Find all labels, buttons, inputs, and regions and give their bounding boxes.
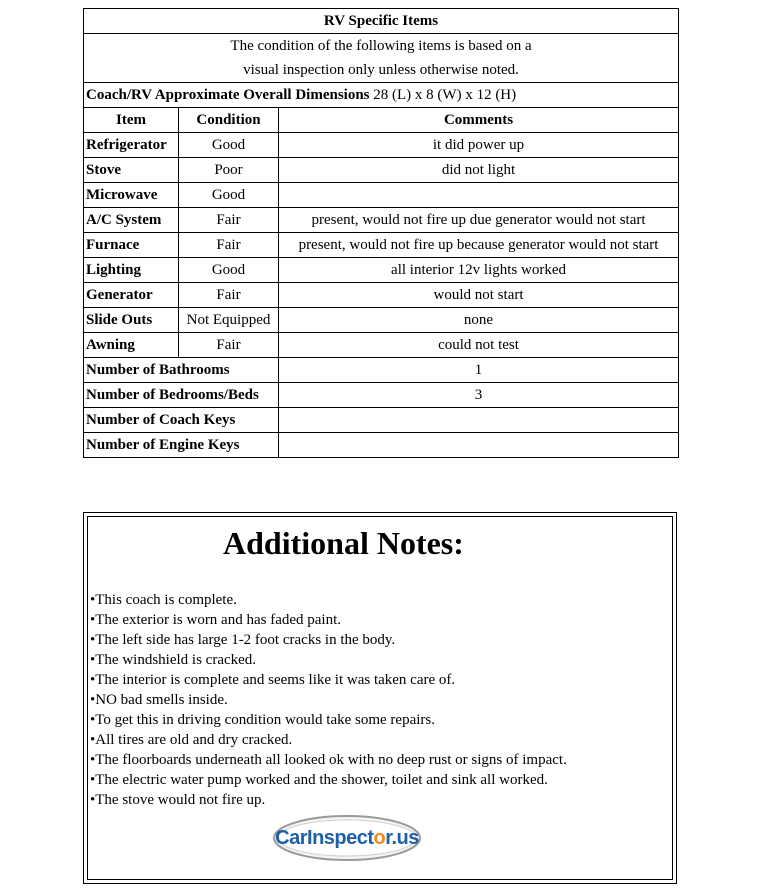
- item-name: Microwave: [84, 183, 179, 208]
- header-item: Item: [84, 108, 179, 133]
- table-row: [84, 183, 679, 208]
- item-comments: would not start: [279, 283, 679, 308]
- note-item: • The windshield is cracked.: [90, 650, 567, 670]
- table-row: [84, 158, 679, 183]
- count-row: [84, 433, 679, 458]
- note-item: • All tires are old and dry cracked.: [90, 730, 567, 750]
- dimensions-value: 28 (L) x 8 (W) x 12 (H): [373, 87, 517, 103]
- note-item: • The left side has large 1-2 foot cracks in the body.: [90, 630, 567, 650]
- additional-notes-inner-frame: [87, 516, 673, 880]
- header-row: [84, 108, 679, 133]
- logo-text-r: r: [385, 827, 392, 849]
- dimensions-row: [84, 83, 679, 108]
- header-condition: Condition: [179, 108, 279, 133]
- table-row: [84, 333, 679, 358]
- rv-specific-items-table: [83, 8, 679, 458]
- count-value: [279, 408, 679, 433]
- logo-text: [272, 813, 422, 863]
- item-name: Awning: [84, 333, 179, 358]
- inspection-intro: [84, 34, 679, 83]
- carinspector-logo: [272, 813, 422, 863]
- count-label: Number of Engine Keys: [84, 433, 279, 458]
- table-row: [84, 233, 679, 258]
- table-row: [84, 258, 679, 283]
- item-condition: Fair: [179, 208, 279, 233]
- item-condition: Good: [179, 183, 279, 208]
- count-value: [279, 433, 679, 458]
- additional-notes-box: [83, 512, 677, 884]
- count-row: [84, 408, 679, 433]
- item-name: Furnace: [84, 233, 179, 258]
- item-condition: Fair: [179, 233, 279, 258]
- item-condition: Not Equipped: [179, 308, 279, 333]
- item-name: A/C System: [84, 208, 179, 233]
- note-item: • The electric water pump worked and the shower, toilet and sink all worked.: [90, 770, 567, 790]
- note-item: • To get this in driving condition would take some repairs.: [90, 710, 567, 730]
- notes-list: [90, 590, 567, 810]
- item-comments: all interior 12v lights worked: [279, 258, 679, 283]
- item-name: Lighting: [84, 258, 179, 283]
- intro-line-1: The condition of the following items is based on a: [230, 38, 532, 54]
- item-comments: could not test: [279, 333, 679, 358]
- note-item: • This coach is complete.: [90, 590, 567, 610]
- count-row: [84, 358, 679, 383]
- item-comments: present, would not fire up due generator would not start: [279, 208, 679, 233]
- count-label: Number of Coach Keys: [84, 408, 279, 433]
- item-comments: it did power up: [279, 133, 679, 158]
- logo-text-domain: .us: [391, 827, 419, 849]
- note-item: • The exterior is worn and has faded paint.: [90, 610, 567, 630]
- count-label: Number of Bedrooms/Beds: [84, 383, 279, 408]
- logo-text-main: CarInspect: [275, 827, 374, 849]
- item-condition: Fair: [179, 333, 279, 358]
- notes-title-text: Additional Notes:: [223, 525, 464, 561]
- logo-text-o: o: [373, 827, 386, 849]
- table-title: RV Specific Items: [84, 9, 679, 34]
- table-row: [84, 133, 679, 158]
- item-condition: Good: [179, 258, 279, 283]
- count-row: [84, 383, 679, 408]
- item-name: Slide Outs: [84, 308, 179, 333]
- table-row: [84, 283, 679, 308]
- item-comments: present, would not fire up because generator would not start: [279, 233, 679, 258]
- table-row: [84, 208, 679, 233]
- note-item: • The stove would not fire up.: [90, 790, 567, 810]
- table-row: [84, 308, 679, 333]
- header-comments: Comments: [279, 108, 679, 133]
- note-item: • The floorboards underneath all looked ok with no deep rust or signs of impact.: [90, 750, 567, 770]
- item-condition: Fair: [179, 283, 279, 308]
- count-label: Number of Bathrooms: [84, 358, 279, 383]
- count-value: 3: [279, 383, 679, 408]
- item-name: Refrigerator: [84, 133, 179, 158]
- count-value: 1: [279, 358, 679, 383]
- item-comments: none: [279, 308, 679, 333]
- dimensions-label: Coach/RV Approximate Overall Dimensions: [86, 87, 370, 103]
- note-item: • NO bad smells inside.: [90, 690, 567, 710]
- item-condition: Poor: [179, 158, 279, 183]
- item-condition: Good: [179, 133, 279, 158]
- item-comments: [279, 183, 679, 208]
- item-comments: did not light: [279, 158, 679, 183]
- item-name: Stove: [84, 158, 179, 183]
- intro-line-2: visual inspection only unless otherwise noted.: [243, 62, 519, 78]
- note-item: • The interior is complete and seems like it was taken care of.: [90, 670, 567, 690]
- item-name: Generator: [84, 283, 179, 308]
